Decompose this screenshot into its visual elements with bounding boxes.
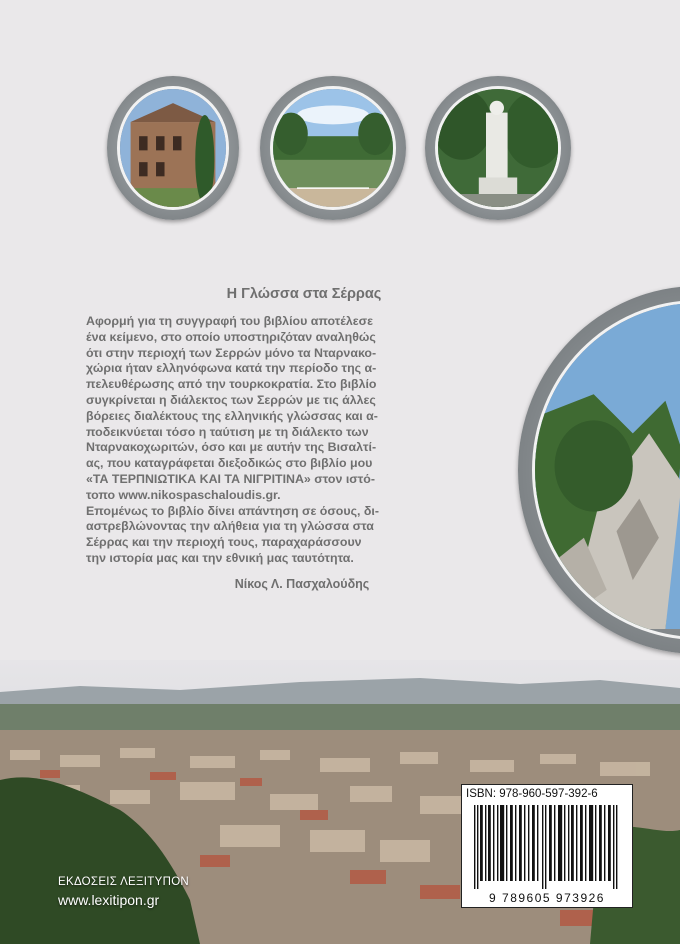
description-line: αστρεβλώνοντας την αλήθεια για τη γλώσσα στα	[86, 519, 374, 534]
rocks-image	[535, 303, 680, 629]
book-title: Η Γλώσσα στα Σέρρας	[226, 286, 382, 302]
back-cover-text	[86, 286, 508, 591]
description-line: τοπο www.nikospaschaloudis.gr.	[86, 487, 281, 502]
description-line: Σέρρας και την περιοχή τους, παραχαράσσουν	[86, 535, 362, 550]
description-line: Νταρνακοχωριτών, όσο και με αυτήν της Βισαλτί-	[86, 440, 377, 455]
isbn-barcode	[461, 784, 633, 908]
porthole-photo-statue	[425, 76, 571, 220]
isbn-label: ISBN: 978-960-597-392-6	[466, 788, 598, 800]
description-line: πελευθέρωσης από την τουρκοκρατία. Στο βιβλίο	[86, 377, 377, 392]
lake-image	[273, 89, 393, 207]
description-line: συγκρίνεται η διάλεκτος των Σερρών με τις άλλες	[86, 392, 376, 407]
ean-digits: 9 789605 973926	[489, 891, 605, 905]
description-line: «ΤΑ ΤΕΡΠΝΙΩΤΙΚΑ ΚΑΙ ΤΑ ΝΙΓΡΙΤΙΝΑ» στον ιστό-	[86, 471, 375, 486]
barcode-bars	[470, 805, 624, 889]
description-line: Αφορμή για τη συγγραφή του βιβλίου αποτέλεσε	[86, 314, 373, 328]
publisher-name: ΕΚΔΟΣΕΙΣ ΛΕΞΙΤΥΠΟΝ	[58, 876, 190, 888]
description-line: την ιστορία μας και την εθνική μας ταυτότητα.	[86, 550, 354, 565]
description-line: χώρια ήταν ελληνόφωνα κατά την περίοδο της α-	[86, 361, 377, 376]
porthole-photo-rocks	[518, 286, 680, 654]
porthole-photo-lake	[260, 76, 406, 220]
publisher-block	[58, 876, 189, 908]
description-line: ποδεικνύεται τόσο η ταύτιση με τη διάλεκτο των	[86, 424, 369, 439]
description-line: βόρειες διαλέκτους της ελληνικής γλώσσας και α-	[86, 408, 378, 423]
porthole-photo-church	[107, 76, 239, 220]
description-line: ότι στην περιοχή των Σερρών μόνο τα Νταρνακο-	[86, 345, 377, 360]
description-line: ας, που καταγράφεται διεξοδικώς στο βιβλίο μου	[86, 456, 373, 471]
publisher-url: www.lexitipon.gr	[58, 892, 160, 908]
author-name: Νίκος Λ. Πασχαλούδης	[234, 576, 370, 591]
church-image	[120, 89, 226, 207]
description-line: Επομένως το βιβλίο δίνει απάντηση σε όσους, δι-	[86, 503, 380, 518]
description-line: ένα κείμενο, στο οποίο υποστηριζόταν αναληθώς	[86, 329, 376, 344]
book-description	[86, 314, 508, 567]
statue-image	[438, 89, 558, 207]
